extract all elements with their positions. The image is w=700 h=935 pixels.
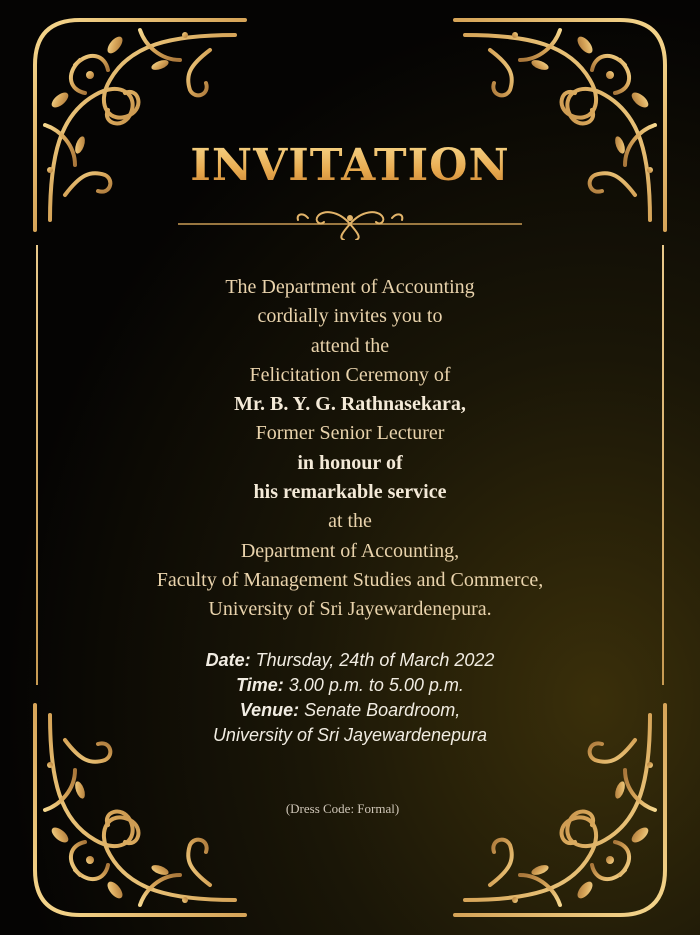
venue-row-2 — [60, 723, 640, 748]
right-border-line — [662, 245, 664, 685]
body-line: Mr. B. Y. G. Rathnasekara, — [234, 393, 466, 416]
venue-row — [60, 698, 640, 723]
invitation-title: INVITATION — [0, 140, 700, 191]
body-line: his remarkable service — [253, 481, 447, 504]
body-line: The Department of Accounting — [225, 276, 475, 298]
body-line: Former Senior Lecturer — [255, 422, 445, 445]
invitation-body — [60, 273, 640, 625]
venue-label: Venue: — [239, 700, 300, 720]
body-line: Department of Accounting, — [240, 539, 460, 562]
body-line: in honour of — [297, 451, 403, 474]
venue-value: Senate Boardroom, — [299, 700, 461, 720]
body-line: University of Sri Jayewardenepura. — [208, 598, 492, 621]
date-row — [60, 648, 640, 673]
body-line: Faculty of Management Studies and Commerce, — [156, 568, 544, 591]
body-line: attend the — [310, 334, 390, 357]
body-line: Felicitation Ceremony of — [249, 363, 451, 386]
dress-code: (Dress Code: Formal) — [285, 801, 400, 816]
scroll-divider-icon — [178, 200, 522, 240]
left-border-line — [36, 245, 38, 685]
body-line: cordially invites you to — [257, 305, 443, 328]
time-row — [60, 673, 640, 698]
date-label: Date: — [205, 650, 251, 670]
venue-value-2: University of Sri Jayewardenepura — [212, 725, 488, 745]
event-details — [60, 648, 640, 748]
time-label: Time: — [236, 675, 284, 695]
time-value: 3.00 p.m. to 5.00 p.m. — [283, 675, 464, 695]
date-value: Thursday, 24th of March 2022 — [250, 650, 495, 670]
body-line: at the — [328, 510, 372, 533]
